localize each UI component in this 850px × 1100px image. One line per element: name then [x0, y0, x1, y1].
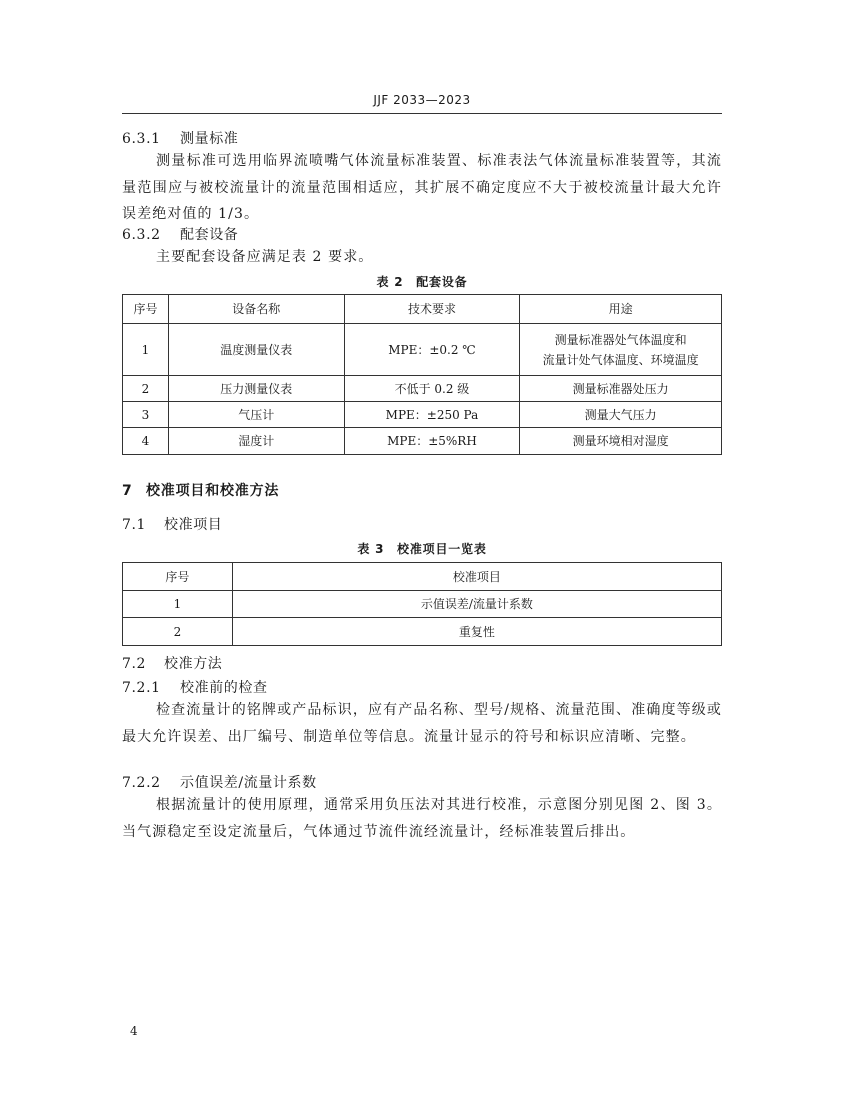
paragraph-7-2-2: 根据流量计的使用原理，通常采用负压法对其进行校准，示意图分别见图 2、图 3。当气源稳定至设定流量后，气体通过节流件流经流量计，经标准装置后排出。	[122, 797, 722, 840]
table-cell	[520, 324, 722, 376]
section-number: 7.2.2	[122, 775, 161, 791]
table-cell: 测量环境相对湿度	[520, 428, 722, 455]
section-title: 校准前的检查	[180, 680, 268, 696]
column-header: 校准项目	[232, 563, 721, 591]
section-title: 示值误差/流量计系数	[180, 775, 317, 791]
table-cell: 示值误差/流量计系数	[232, 591, 721, 618]
section-number: 7.2.1	[122, 680, 161, 696]
table-cell: 气压计	[168, 402, 344, 428]
table-cell: MPE：±5%RH	[344, 428, 520, 455]
heading-6-3-1	[122, 128, 722, 148]
table-cell: 不低于 0.2 级	[344, 376, 520, 402]
section-title: 校准方法	[164, 656, 223, 672]
section-number: 6.3.2	[122, 227, 161, 243]
table-cell: MPE：±250 Pa	[344, 402, 520, 428]
table-cell: 2	[123, 376, 169, 402]
table-cell: 温度测量仪表	[168, 324, 344, 376]
table-cell: 3	[123, 402, 169, 428]
column-header: 设备名称	[168, 295, 344, 324]
table-cell: 压力测量仪表	[168, 376, 344, 402]
section-number: 6.3.1	[122, 131, 161, 147]
paragraph-7-2-1: 检查流量计的铭牌或产品标识，应有产品名称、型号/规格、流量范围、准确度等级或最大允许误差、出厂编号、制造单位等信息。流量计显示的符号和标识应清晰、完整。	[122, 702, 722, 745]
heading-7	[122, 480, 279, 500]
column-header: 技术要求	[344, 295, 520, 324]
page-number: 4	[130, 1024, 138, 1038]
table-cell: 湿度计	[168, 428, 344, 455]
table-row	[123, 402, 722, 428]
section-number: 7.1	[122, 517, 147, 533]
heading-7-2	[122, 653, 722, 673]
header-rule	[122, 113, 722, 114]
table-row	[123, 428, 722, 455]
table-cell: MPE：±0.2 ℃	[344, 324, 520, 376]
section-number: 7	[122, 483, 133, 499]
table-cell: 2	[123, 618, 233, 646]
usage-line-2: 流量计处气体温度、环境温度	[542, 352, 699, 367]
running-header: JJF 2033—2023	[373, 93, 471, 107]
section-title: 测量标准	[180, 131, 239, 147]
section-number: 7.2	[122, 656, 147, 672]
section-title: 校准项目和校准方法	[146, 483, 280, 499]
table-header-row	[123, 563, 722, 591]
section-title: 校准项目	[164, 517, 223, 533]
table-cell: 1	[123, 591, 233, 618]
table-row	[123, 376, 722, 402]
column-header: 用途	[520, 295, 722, 324]
section-title: 配套设备	[180, 227, 239, 243]
usage-line-1: 测量标准器处气体温度和	[554, 332, 687, 347]
table-cell: 重复性	[232, 618, 721, 646]
heading-7-2-1	[122, 677, 722, 697]
table-2-caption: 表 2 配套设备	[376, 275, 468, 289]
table-row	[123, 618, 722, 646]
paragraph-6-3-2: 主要配套设备应满足表 2 要求。	[156, 249, 374, 265]
table-cell: 测量标准器处压力	[520, 376, 722, 402]
heading-7-1	[122, 514, 722, 534]
table-row	[123, 324, 722, 376]
table-2	[122, 294, 722, 455]
paragraph-6-3-1: 测量标准可选用临界流喷嘴气体流量标准装置、标准表法气体流量标准装置等，其流量范围应与被校流量计的流量范围相适应，其扩展不确定度应不大于被校流量计最大允许误差绝对值的 1/3。	[122, 153, 722, 222]
heading-7-2-2	[122, 772, 722, 792]
column-header: 序号	[123, 563, 233, 591]
table-3-caption: 表 3 校准项目一览表	[357, 542, 487, 556]
table-cell: 4	[123, 428, 169, 455]
column-header: 序号	[123, 295, 169, 324]
table-3	[122, 562, 722, 646]
table-cell: 1	[123, 324, 169, 376]
table-cell: 测量大气压力	[520, 402, 722, 428]
table-row	[123, 591, 722, 618]
heading-6-3-2	[122, 224, 722, 244]
table-header-row	[123, 295, 722, 324]
